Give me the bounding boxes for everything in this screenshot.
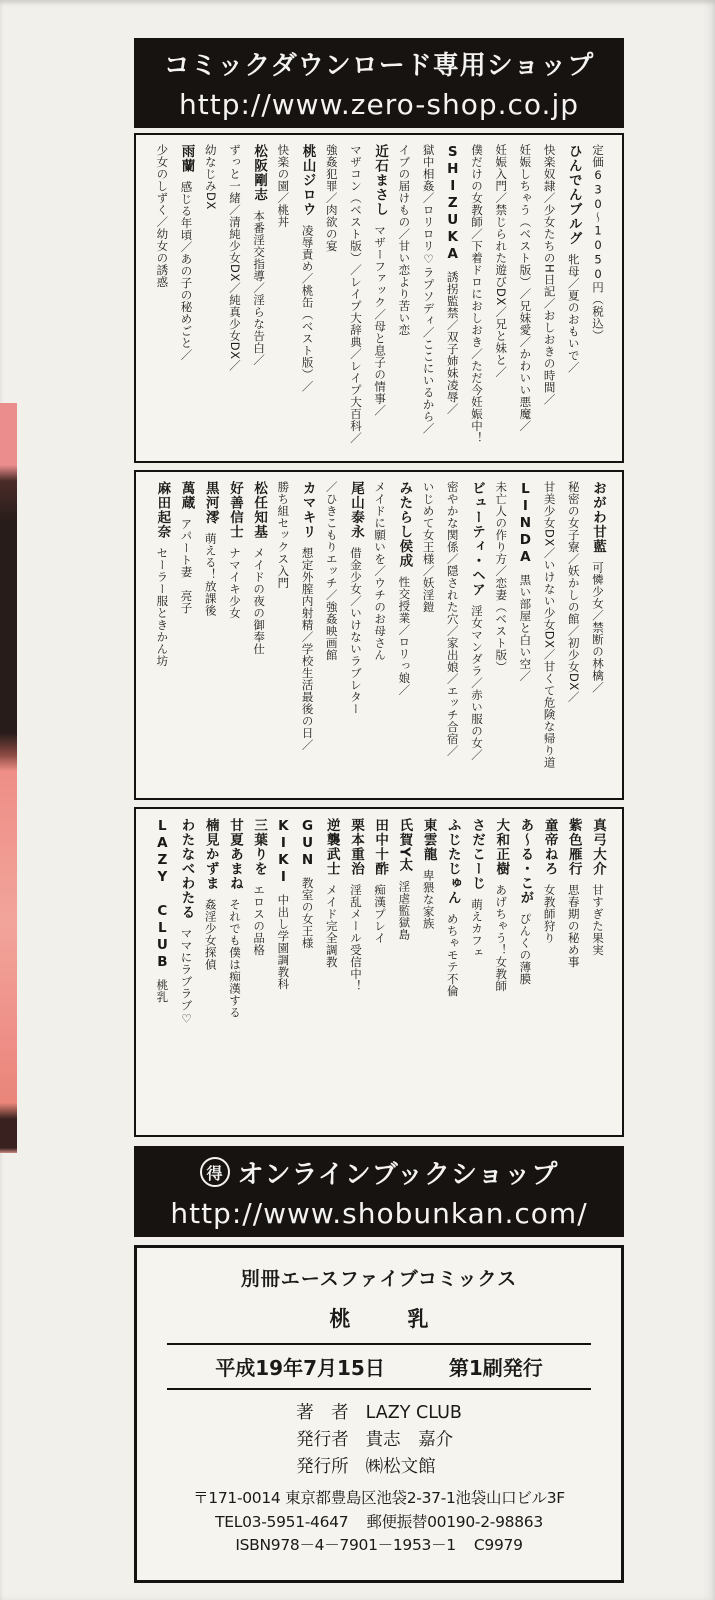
work-titles: めちゃモテ不倫 — [445, 913, 460, 997]
online-bookshop-url: http://www.shobunkan.com/ — [170, 1196, 588, 1230]
series-title: 別冊エースファイブコミックス — [240, 1268, 518, 1290]
publisher-label: 発行者 — [296, 1430, 349, 1451]
ad-column — [489, 481, 513, 789]
work-titles: 中出し学園調教科 — [276, 894, 291, 990]
ad-column — [199, 818, 223, 1126]
author-name: LINDA — [517, 481, 534, 566]
author-name: さだこーじ — [468, 818, 485, 891]
author-name: 逆襲武士 — [323, 818, 340, 876]
ad-column — [441, 144, 465, 452]
ad-column — [586, 481, 610, 789]
ad-column — [368, 144, 392, 452]
work-titles: セーラー服ときかん坊 — [155, 547, 170, 667]
work-titles: 少女のしずく／幼女の誘惑 — [155, 144, 170, 288]
ad-column — [199, 481, 223, 789]
ad-column — [223, 144, 247, 452]
ad-column — [513, 144, 537, 452]
author-value: LAZY CLUB — [365, 1403, 462, 1423]
ad-column — [320, 481, 344, 789]
work-titles: 思春期の秘め事 — [566, 884, 581, 968]
author-name: 近石まさし — [372, 144, 389, 217]
work-titles: マザコン（ベスト版）／レイプ大辞典／レイプ大百科／ — [348, 144, 363, 444]
work-titles: ナマイキ少女 — [227, 547, 242, 619]
online-bookshop-title: オンラインブックショップ — [237, 1159, 559, 1190]
work-titles: 快楽奴隷／少女たちのH日記／おしおきの時間／ — [542, 144, 557, 406]
work-titles: 淫虐監獄島 — [397, 880, 412, 941]
ad-column — [465, 144, 489, 452]
author-name: 桃山ジロウ — [299, 144, 316, 217]
isbn-line — [151, 1534, 607, 1557]
ad-column — [537, 818, 561, 1126]
work-titles: メイドの夜の御奉仕 — [252, 547, 267, 655]
author-name: 麻田起奈 — [154, 481, 171, 539]
ad-column — [392, 818, 416, 1126]
ad-column — [368, 818, 392, 1126]
ad-column — [489, 818, 513, 1126]
publisher-value: 貴志 嘉介 — [365, 1430, 454, 1451]
author-name: おがわ甘藍 — [590, 481, 606, 554]
colophon-box — [134, 1245, 624, 1583]
work-titles: イブの届けもの／甘い恋より苦い恋 — [397, 144, 412, 336]
work-titles: ずっと一緒／清純少女DX／純真少女DX／ — [227, 144, 242, 372]
ad-column — [586, 818, 610, 1126]
work-titles: あげちゃう！女教師 — [494, 884, 509, 992]
ad-column — [174, 818, 198, 1126]
ad-column — [271, 144, 295, 452]
ad-column — [199, 144, 223, 452]
ad-column — [392, 144, 416, 452]
ad-column — [247, 818, 271, 1126]
work-titles: それでも僕は痴漢する — [227, 898, 242, 1019]
work-titles: 甘すぎた果実 — [591, 884, 605, 956]
contact-line — [151, 1511, 607, 1534]
work-titles: 勝ち組セックス入門 — [276, 481, 291, 589]
author-name: 雨蘭 — [178, 144, 195, 173]
ad-column — [416, 818, 440, 1126]
work-titles: 密やかな関係／隠された穴／家出娘／エッチ合宿／ — [445, 481, 460, 757]
ad-box-1 — [134, 133, 624, 463]
ad-column — [562, 481, 586, 789]
work-titles: メイド完全調教 — [324, 884, 339, 968]
work-titles: 凌辱責め／桃缶（ベスト版）／ — [300, 224, 315, 393]
ad-column — [295, 818, 319, 1126]
ad-column — [344, 144, 368, 452]
ad-column — [368, 481, 392, 789]
work-titles: 萌える！放課後 — [203, 532, 218, 617]
office-label: 発行所 — [296, 1457, 349, 1478]
author-name: 栗本重治 — [347, 818, 364, 876]
author-line — [296, 1400, 462, 1427]
author-name: 松任知基 — [251, 481, 268, 539]
ad-column — [247, 481, 271, 789]
ad-column — [465, 818, 489, 1126]
ad-column — [562, 818, 586, 1126]
ad-column — [295, 144, 319, 452]
ad-column — [320, 818, 344, 1126]
work-titles: 未亡人の作り方／恋妻（ベスト版） — [494, 481, 509, 673]
author-name: 真弓大介 — [590, 818, 606, 876]
author-name: 尾山泰永 — [347, 481, 364, 539]
author-name: 萬蔵 — [178, 481, 195, 510]
work-titles: 獄中相姦／ロリロリ♡ラプソディ／ここにいるから／ — [421, 144, 436, 435]
work-titles: 痴漢プレイ — [373, 884, 388, 944]
divider — [167, 1388, 591, 1390]
online-bookshop-title-row — [200, 1154, 559, 1191]
author-name: 東雲龍 — [420, 818, 437, 862]
office-value: ㈱松文館 — [365, 1457, 436, 1478]
author-name: 好善信士 — [226, 481, 243, 539]
work-titles: 快楽の園／桃丼 — [276, 144, 291, 228]
divider — [167, 1343, 591, 1345]
author-name: 黒河澪 — [202, 481, 219, 525]
office-line — [296, 1454, 462, 1481]
work-titles: 萌えカフェ — [469, 898, 484, 959]
author-name: 童帝ねろ — [541, 818, 558, 876]
work-titles: 妊娠しちゃう（ベスト版）／兄妹愛／かわいい悪魔／ — [518, 144, 533, 432]
publication-date-line — [151, 1352, 607, 1381]
work-titles: 借金少女／いけないラブレター — [348, 547, 363, 715]
author-label: 著 者 — [296, 1403, 349, 1423]
online-bookshop-banner — [134, 1146, 624, 1237]
telephone: TEL03-5951-4647 — [215, 1512, 349, 1531]
work-titles: 想定外膣内射精／学校生活最後の日／ — [300, 547, 315, 751]
author-name: 楠見かずま — [202, 818, 219, 891]
ad-column — [344, 818, 368, 1126]
ad-column — [465, 481, 489, 789]
c-code: C9979 — [473, 1535, 523, 1554]
author-name: カマキリ — [299, 481, 316, 539]
work-titles: 桃乳 — [155, 979, 170, 1003]
ad-column — [150, 818, 174, 1126]
author-name: ふじたじゅん — [444, 818, 461, 905]
ad-column — [513, 818, 537, 1126]
content-column — [134, 38, 624, 1583]
work-titles: アパート妻 亮子 — [179, 518, 194, 614]
postal-transfer: 郵便振替00190-2-98863 — [366, 1512, 543, 1531]
author-name: ビューティ・ヘア — [468, 481, 485, 597]
work-titles: いじめて女王様／妖淫鎧 — [421, 481, 436, 613]
ad-column — [174, 144, 198, 452]
ad-column — [223, 818, 247, 1126]
author-name: 大和正樹 — [493, 818, 510, 876]
toku-circle-icon: 得 — [200, 1157, 230, 1187]
ad-column — [489, 144, 513, 452]
ad-column — [223, 481, 247, 789]
author-name: ひんでんブルグ — [565, 144, 582, 246]
author-name: 氏賀Y太 — [396, 818, 413, 873]
work-titles: 定価630～1050円（税込） — [591, 144, 605, 342]
work-titles: 教室の女王様 — [300, 877, 315, 949]
work-titles: ／ひきこもりエッチ／強姦映画館 — [324, 481, 339, 661]
work-titles: 僕だけの女教師／下着ドロにおしおき／ただ今妊娠中！ — [469, 144, 484, 444]
download-shop-banner-url: http://www.zero-shop.co.jp — [178, 88, 579, 121]
ad-column — [247, 144, 271, 452]
author-name: みたらし侯成 — [396, 481, 413, 568]
ad-column — [562, 144, 586, 452]
work-titles: 感じる年頃／あの子の秘めごと／ — [179, 181, 194, 361]
publisher-line — [296, 1427, 462, 1454]
cover-art-sliver — [0, 403, 17, 1153]
author-name: 三葉りを — [251, 818, 268, 876]
author-name: わたなべわたる — [178, 818, 195, 920]
book-title: 桃 乳 — [329, 1307, 447, 1331]
work-titles: 卑猥な家族 — [421, 869, 436, 930]
work-titles: 女教師狩り — [542, 884, 557, 944]
work-titles: 本番淫交指導／淫らな告白／ — [252, 210, 267, 366]
work-titles: 強姦犯罪／肉欲の宴 — [324, 144, 339, 252]
work-titles: 性交授業／ロリっ娘／ — [397, 576, 412, 696]
author-name: あ～る・こが — [517, 818, 534, 905]
publication-date: 平成19年7月15日 — [215, 1356, 385, 1380]
work-titles: 牝母／夏のおもいで／ — [566, 253, 581, 374]
ad-column — [441, 481, 465, 789]
work-titles: 淫女マンダラ／赤い服の女／ — [469, 605, 484, 761]
ad-column — [150, 481, 174, 789]
ad-column — [537, 481, 561, 789]
author-name: 甘夏あまね — [226, 818, 243, 891]
download-shop-banner — [134, 38, 624, 128]
ad-column — [416, 481, 440, 789]
ad-column — [295, 481, 319, 789]
ad-column — [513, 481, 537, 789]
work-titles: ママにラブラブ♡ — [179, 927, 194, 1026]
ad-column — [344, 481, 368, 789]
credits-block — [296, 1400, 462, 1481]
download-shop-banner-title: コミックダウンロード専用ショップ — [163, 51, 595, 81]
author-name: KIKI — [275, 818, 292, 886]
work-titles: 淫乱メール受信中！ — [348, 884, 363, 992]
author-name: 紫色雁行 — [565, 818, 582, 876]
author-name: 松阪剛志 — [251, 144, 268, 202]
ad-column — [586, 144, 610, 452]
work-titles: 誘拐監禁／双子姉妹凌辱／ — [445, 271, 460, 415]
ad-column — [271, 818, 295, 1126]
work-titles: 妊娠入門／禁じられた遊びDX／兄と妹と／ — [494, 144, 509, 378]
ad-column — [441, 818, 465, 1126]
author-name: SHIZUKA — [444, 144, 461, 263]
work-titles: 秘密の女子寮／妖かしの館／初少女DX／ — [566, 481, 581, 703]
work-titles: 幼なじみDX — [203, 144, 218, 210]
isbn: ISBN978－4－7901－1953－1 — [235, 1535, 456, 1554]
work-titles: 黒い部屋と白い空／ — [518, 574, 533, 682]
author-name: 田中十酢 — [372, 818, 389, 876]
ad-column — [416, 144, 440, 452]
author-name: LAZY CLUB — [154, 818, 171, 971]
work-titles: メイドに願いを／ウチのお母さん — [373, 481, 388, 661]
work-titles: 可憐少女／禁断の林檎／ — [591, 561, 605, 694]
ad-box-2 — [134, 470, 624, 800]
work-titles: ぴんくの薄膜 — [518, 913, 533, 985]
ad-column — [320, 144, 344, 452]
printing-info: 第1刷発行 — [448, 1356, 543, 1380]
ad-column — [392, 481, 416, 789]
work-titles: エロスの品格 — [252, 884, 267, 956]
work-titles: 姦淫少女探偵 — [203, 898, 218, 971]
ad-column — [537, 144, 561, 452]
ad-column — [150, 144, 174, 452]
author-name: GUN — [299, 818, 316, 869]
work-titles: 甘美少女DX／いけない少女DX／甘くて危険な帰り道 — [542, 481, 557, 769]
ad-column — [174, 481, 198, 789]
ad-column — [271, 481, 295, 789]
ad-box-3 — [134, 807, 624, 1137]
work-titles: マザーファック／母と息子の情事／ — [373, 224, 388, 417]
publisher-address: 〒171-0014 東京都豊島区池袋2-37-1池袋山口ビル3F — [193, 1489, 565, 1508]
